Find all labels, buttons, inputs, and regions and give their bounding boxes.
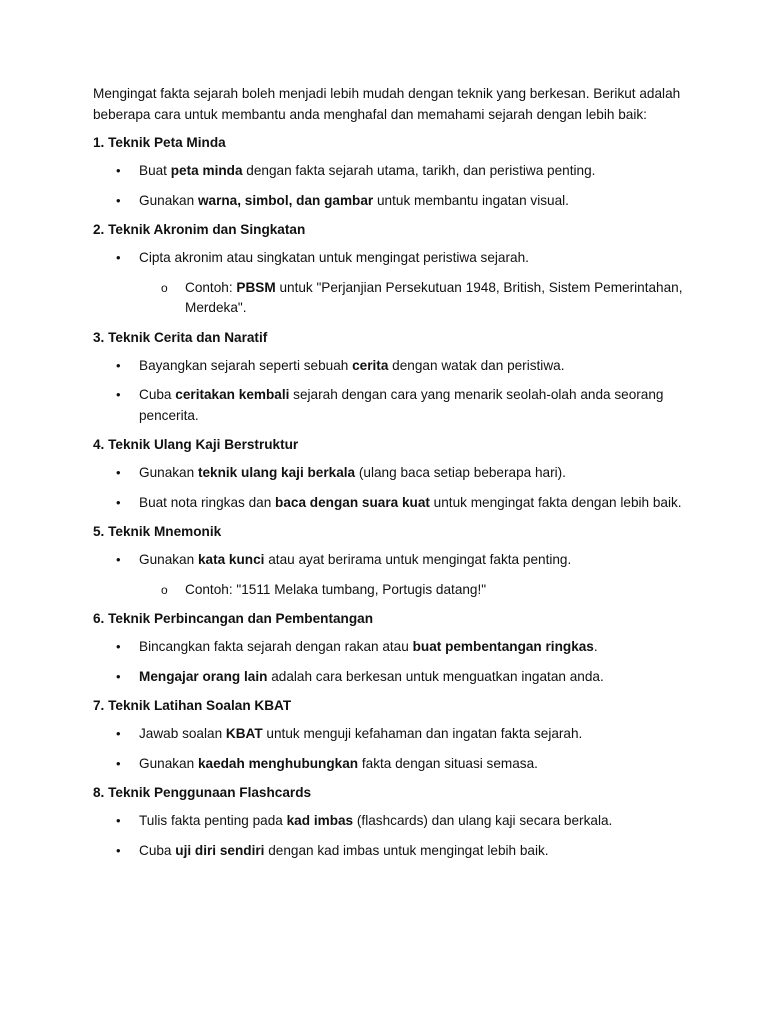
bullet-icon: • [116,357,121,373]
section-heading: 2. Teknik Akronim dan Singkatan [93,222,306,237]
bullet-icon: • [116,755,121,771]
bullet-icon: • [116,668,121,684]
section-heading: 8. Teknik Penggunaan Flashcards [93,785,312,800]
list-item [93,754,685,775]
bullet-icon: • [116,842,121,858]
sub-list-item [93,278,685,319]
bold-text: uji diri sendiri [175,842,265,858]
bold-text: cerita [352,357,389,373]
list-item [93,811,685,832]
text: . [593,639,598,654]
bullet-icon: • [116,813,121,828]
bullet-icon: • [116,726,121,741]
bullet-icon: • [116,494,121,510]
text: untuk "Perjanjian Persekutuan 1948, British, Sistem Pemerintahan, Merdeka". [185,279,683,315]
list-item [93,550,685,571]
text: dengan watak dan peristiwa. [388,357,565,373]
bullet-icon: • [116,250,121,265]
bold-text: warna, simbol, dan gambar [197,192,374,208]
section-heading: 6. Teknik Perbincangan dan Pembentangan [93,611,373,626]
section-heading: 5. Teknik Mnemonik [93,524,222,539]
list-item [93,637,685,658]
bold-text: peta minda [170,163,243,178]
text: dengan fakta sejarah utama, tarikh, dan peristiwa penting. [242,163,596,178]
document-page [93,84,685,870]
list-item [93,385,685,426]
text: Cipta akronim atau singkatan untuk mengingat peristiwa sejarah. [139,250,529,265]
text: Bincangkan fakta sejarah dengan rakan atau [139,639,413,654]
text: Cuba [139,842,176,858]
text: adalah cara berkesan untuk menguatkan ingatan anda. [267,668,604,684]
text: dengan kad imbas untuk mengingat lebih baik. [264,842,549,858]
list-item [93,463,685,484]
section-heading: 7. Teknik Latihan Soalan KBAT [93,698,292,713]
list-item [93,841,685,862]
text: untuk membantu ingatan visual. [373,192,569,208]
text: untuk mengingat fakta dengan lebih baik. [429,494,682,510]
text: Tulis fakta penting pada [139,813,287,828]
list-item [93,724,685,745]
text: Buat nota ringkas dan [139,494,276,510]
list-item [93,356,685,377]
section-heading: 4. Teknik Ulang Kaji Berstruktur [93,437,299,452]
intro-paragraph: Mengingat fakta sejarah boleh menjadi lebih mudah dengan teknik yang berkesan. Berikut adalah beberapa cara untuk membantu anda menghafal dan memahami sejarah dengan lebih baik: [93,86,681,122]
text: Gunakan [139,755,198,771]
text: sejarah dengan cara yang menarik seolah-olah anda seorang pencerita. [139,387,664,423]
bold-text: kata kunci [197,552,265,567]
bullet-icon: • [116,639,121,654]
bold-text: ceritakan kembali [175,387,290,402]
circle-bullet-icon: o [161,582,168,597]
sections-container [93,133,685,861]
text: fakta dengan situasi semasa. [358,755,538,771]
bullet-icon: • [116,465,121,480]
bold-text: teknik ulang kaji berkala [197,465,356,480]
text: Gunakan [139,552,198,567]
bold-text: kaedah menghubungkan [197,755,359,771]
text: Cuba [139,387,176,402]
bold-text: Mengajar orang lain [139,668,268,684]
bullet-icon: • [116,552,121,567]
text: Contoh: "1511 Melaka tumbang, Portugis datang!" [185,581,487,597]
section-heading: 1. Teknik Peta Minda [93,135,226,150]
text: Contoh: [185,279,237,295]
bullet-icon: • [116,387,121,402]
bold-text: kad imbas [286,813,354,828]
text: Jawab soalan [139,726,226,741]
text: Gunakan [139,192,198,208]
bold-text: KBAT [225,726,263,741]
text: atau ayat berirama untuk mengingat fakta penting. [264,552,572,567]
bold-text: baca dengan suara kuat [275,494,430,510]
sub-list-item [93,580,685,601]
bold-text: PBSM [236,279,276,295]
bullet-icon: • [116,192,121,208]
section-heading: 3. Teknik Cerita dan Naratif [93,329,268,345]
text: (ulang baca setiap beberapa hari). [355,465,566,480]
list-item [93,191,685,212]
list-item [93,248,685,269]
text: Gunakan [139,465,198,480]
text: Bayangkan sejarah seperti sebuah [139,357,353,373]
text: (flashcards) dan ulang kaji secara berkala. [353,813,613,828]
bold-text: buat pembentangan ringkas [412,639,594,654]
text: Buat [139,163,171,178]
circle-bullet-icon: o [161,280,168,295]
list-item [93,667,685,688]
list-item [93,161,685,182]
list-item [93,493,685,514]
text: untuk menguji kefahaman dan ingatan fakta sejarah. [262,726,583,741]
bullet-icon: • [116,163,121,178]
